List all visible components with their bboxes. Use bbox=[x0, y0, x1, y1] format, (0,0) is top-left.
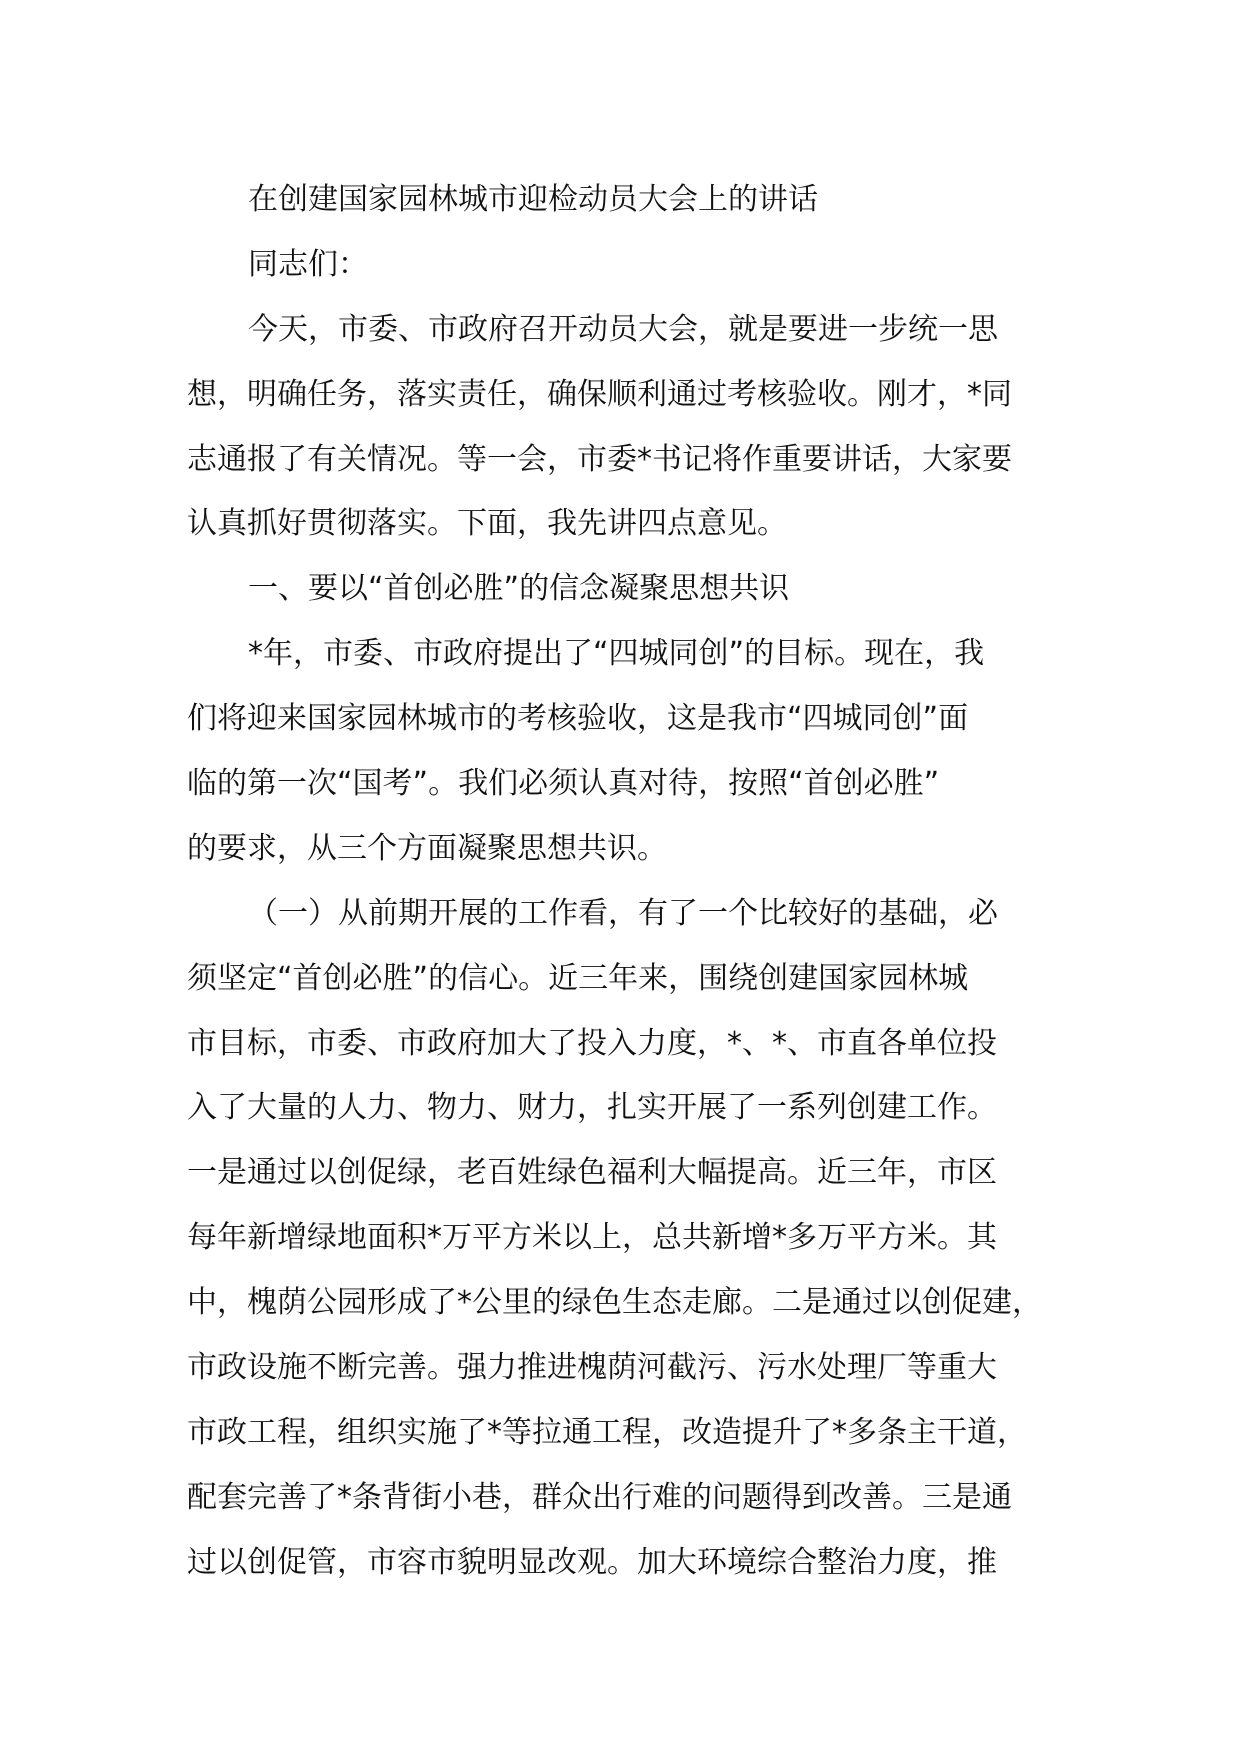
text-line: 须坚定“首创必胜”的信心。近三年来，围绕创建国家园林城 bbox=[187, 960, 969, 996]
text-line: 一是通过以创促绿，老百姓绿色福利大幅提高。近三年，市区 bbox=[187, 1155, 997, 1191]
text-line: 临的第一次“国考”。我们必须认真对待，按照“首创必胜” bbox=[187, 766, 940, 802]
text-line: 市政设施不断完善。强力推进槐荫河截污、污水处理厂等重大 bbox=[187, 1350, 997, 1386]
text-line: 认真抓好贯彻落实。下面，我先讲四点意见。 bbox=[187, 506, 787, 542]
document-body bbox=[187, 168, 1067, 1596]
text-line: 入了大量的人力、物力、财力，扎实开展了一系列创建工作。 bbox=[187, 1090, 997, 1126]
text-line: 中，槐荫公园形成了*公里的绿色生态走廊。二是通过以创促建， bbox=[187, 1285, 1042, 1321]
text-line: 的要求，从三个方面凝聚思想共识。 bbox=[187, 830, 667, 866]
text-line: 今天，市委、市政府召开动员大会，就是要进一步统一思 bbox=[248, 311, 998, 347]
text-line: （一）从前期开展的工作看，有了一个比较好的基础，必 bbox=[248, 895, 998, 931]
text-line: 想，明确任务，落实责任，确保顺利通过考核验收。刚才，*同 bbox=[187, 376, 1012, 412]
text-line: 市政工程，组织实施了*等拉通工程，改造提升了*多条主干道， bbox=[187, 1414, 1027, 1450]
text-line: 配套完善了*条背街小巷，群众出行难的问题得到改善。三是通 bbox=[187, 1479, 1012, 1515]
text-line: *年，市委、市政府提出了“四城同创”的目标。现在，我 bbox=[248, 636, 985, 672]
text-line: 们将迎来国家园林城市的考核验收，这是我市“四城同创”面 bbox=[187, 701, 969, 737]
text-line: 市目标，市委、市政府加大了投入力度，*、*、市直各单位投 bbox=[187, 1025, 997, 1061]
section-heading: 一、要以“首创必胜”的信念凝聚思想共识 bbox=[248, 571, 790, 607]
salutation: 同志们： bbox=[248, 246, 368, 282]
text-line: 过以创促管，市容市貌明显改观。加大环境综合整治力度，推 bbox=[187, 1544, 997, 1580]
text-line: 每年新增绿地面积*万平方米以上，总共新增*多万平方米。其 bbox=[187, 1220, 997, 1256]
document-title: 在创建国家园林城市迎检动员大会上的讲话 bbox=[248, 182, 818, 217]
text-line: 志通报了有关情况。等一会，市委*书记将作重要讲话，大家要 bbox=[187, 441, 1012, 477]
